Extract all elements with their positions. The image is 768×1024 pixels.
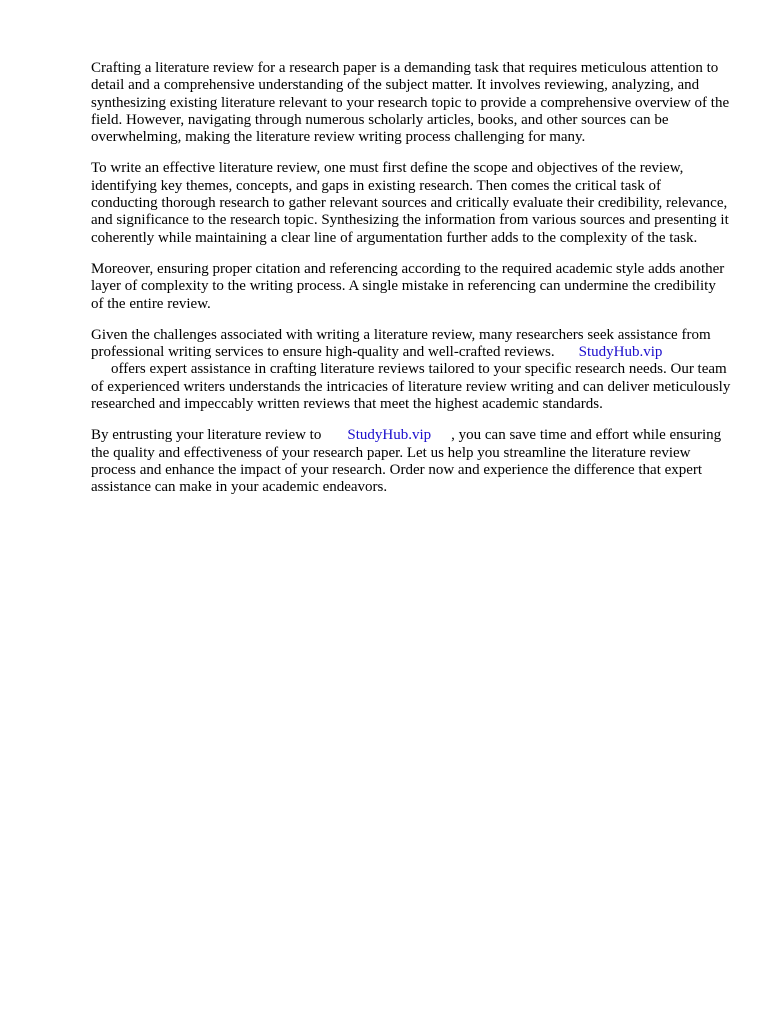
- paragraph-citation: Moreover, ensuring proper citation and referencing according to the required academic style adds another layer of complexity to the writing process. A single mistake in referencing can undermine the credibility of the entire review.: [91, 260, 725, 312]
- paragraph-closing-text-before: By entrusting your literature review to: [91, 427, 322, 444]
- paragraph-assistance-text-before: Given the challenges associated with writing a literature review, many researchers seek assistance from professional writing services to ensure high-quality and well-crafted reviews.: [91, 326, 711, 361]
- paragraph-closing: [91, 427, 731, 496]
- paragraph-writing-steps: To write an effective literature review, one must first define the scope and objectives of the review, identifying key themes, concepts, and gaps in existing research. Then comes the critical task of conducting thorough research to gather relevant sources and critically evaluate their credibility, relevance, and significance to the research topic. Synthesizing the information from various sources and presenting it coherently while maintaining a clear line of argumentation further adds to the complexity of the task.: [91, 160, 729, 246]
- paragraph-closing-text-after: , you can save time and effort while ensuring the quality and effectiveness of your research paper. Let us help you streamline the literature review process and enhance the impact of your research. Order now and experience the difference that expert assistance can make in your academic endeavors.: [91, 427, 722, 496]
- paragraph-intro: Crafting a literature review for a research paper is a demanding task that requires meticulous attention to detail and a comprehensive understanding of the subject matter. It involves reviewing, analyzing, and synthesizing existing literature relevant to your research topic to provide a comprehensive overview of the field. However, navigating through numerous scholarly articles, books, and other sources can be overwhelming, making the literature review writing process challenging for many.: [91, 60, 730, 146]
- document-page: [91, 60, 731, 511]
- paragraph-assistance: [91, 327, 731, 413]
- paragraph-assistance-text-after: offers expert assistance in crafting literature reviews tailored to your specific research needs. Our team of experienced writers understands the intricacies of literature review writing and can deliver meticulously researched and impeccably written reviews that meet the highest academic standards.: [91, 361, 731, 413]
- studyhub-link[interactable]: StudyHub.vip: [578, 344, 663, 361]
- studyhub-link-closing[interactable]: StudyHub.vip: [347, 427, 432, 444]
